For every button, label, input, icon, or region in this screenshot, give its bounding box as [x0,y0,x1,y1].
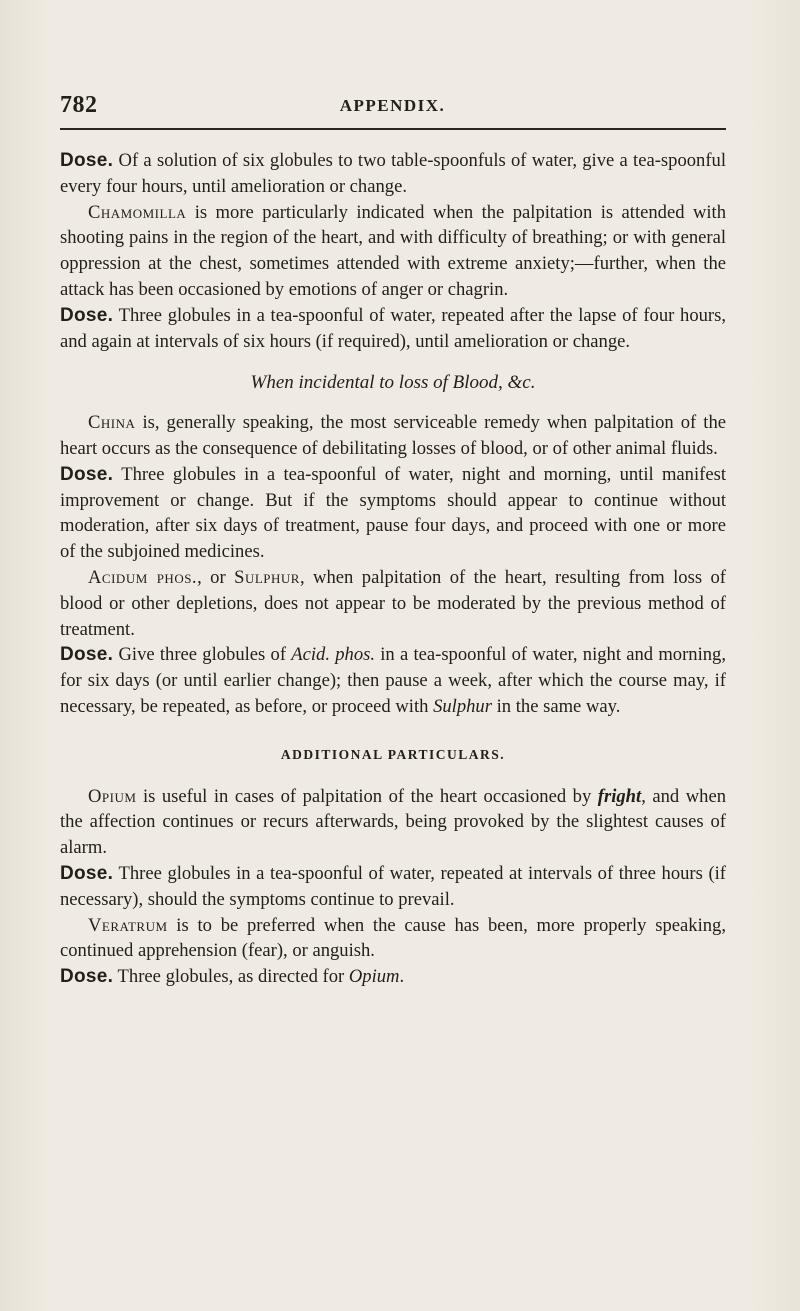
italic-word: fright [597,785,642,807]
paragraph-china [60,410,726,462]
paragraph-text: . [399,966,405,988]
dose-label: Dose. [60,304,114,326]
paragraph-dose-4 [60,642,726,719]
paragraph-text: is more particularly indicated when the palpitation is attended with shooting pains in the region of the heart, and with difficulty of breathing; or with general oppression at the chest, sometimes attended with extreme anxiety;—further, when the attack has been occasioned by emotions of anger or chagrin. [60,201,726,300]
italic-remedy: Acid. phos. [291,644,376,666]
paragraph-veratrum [60,913,726,965]
paragraph-text: Give three globules of [113,644,292,666]
dose-label: Dose. [60,150,114,171]
dose-label: Dose. [60,862,114,884]
page-number: 782 [60,92,98,118]
paragraph-text: is useful in cases of palpitation of the heart occasioned by [136,785,598,807]
page-header [60,92,725,122]
remedy-name: Chamomilla [88,201,187,223]
paragraph-text: Three globules in a tea-spoonful of water, repeated after the lapse of four hours, and again at intervals of six hours (if required), until amelioration or change. [60,304,726,352]
paragraph-dose-1 [60,148,726,200]
paragraph-text: Three globules in a tea-spoonful of water, repeated at intervals of three hours (if necessary), should the symptoms continue to prevail. [60,862,726,910]
paragraph-text: in a tea-spoonful of water, night and morning, for six days (or until earlier change); then pause a week, after which the course may, if necessary, be repeated, as before, or proceed with [60,644,727,717]
paragraph-text: , or [197,566,235,588]
paragraph-acidum-phos [60,565,726,642]
paragraph-dose-5 [60,861,726,913]
paragraph-dose-2 [60,303,726,355]
running-head: APPENDIX. [339,96,446,115]
paragraph-text: in the same way. [491,695,621,717]
paragraph-chamomilla [60,200,726,303]
dose-label: Dose. [60,644,114,666]
header-rule [60,128,726,130]
body-text [60,148,726,990]
paragraph-text: is to be preferred when the cause has been, more properly speaking, continued apprehension (fear), or anguish. [60,914,726,962]
paragraph-text: is, generally speaking, the most serviceable remedy when palpitation of the heart occurs as the consequence of debilitating losses of blood, or of other animal fluids. [60,412,726,459]
paragraph-text: , when palpitation of the heart, resulting from loss of blood or other depletions, does not appear to be moderated by the previous method of treatment. [60,566,727,640]
paragraph-text: Three globules, as directed for [113,966,349,988]
paragraph-text: Three globules in a tea-spoonful of water, night and morning, until manifest improvement or change. But if the symptoms should appear to continue without moderation, after six days of treatment, pause four days, and proceed with one or more of the subjoined medicines. [60,463,726,563]
italic-remedy: Sulphur [433,695,492,717]
italic-remedy: Opium [348,966,400,988]
remedy-name: Sulphur [234,566,300,588]
remedy-name: China [88,412,136,434]
paragraph-opium [60,784,726,861]
remedy-name: Veratrum [88,914,168,936]
dose-label: Dose. [60,966,114,988]
paragraph-dose-6 [60,964,726,990]
remedy-name: Acidum phos. [88,566,198,588]
paragraph-dose-3 [60,462,726,565]
remedy-name: Opium [88,785,137,807]
paragraph-text: Of a solution of six globules to two table-spoonfuls of water, give a tea-spoonful every four hours, until amelioration or change. [60,150,726,197]
dose-label: Dose. [60,463,114,485]
section-heading: ADDITIONAL PARTICULARS. [280,746,506,762]
paragraph-text: , and when the affection continues or recurs afterwards, being provoked by the slightest causes of alarm. [60,785,726,859]
subheading: When incidental to loss of Blood, &c. [250,372,536,394]
